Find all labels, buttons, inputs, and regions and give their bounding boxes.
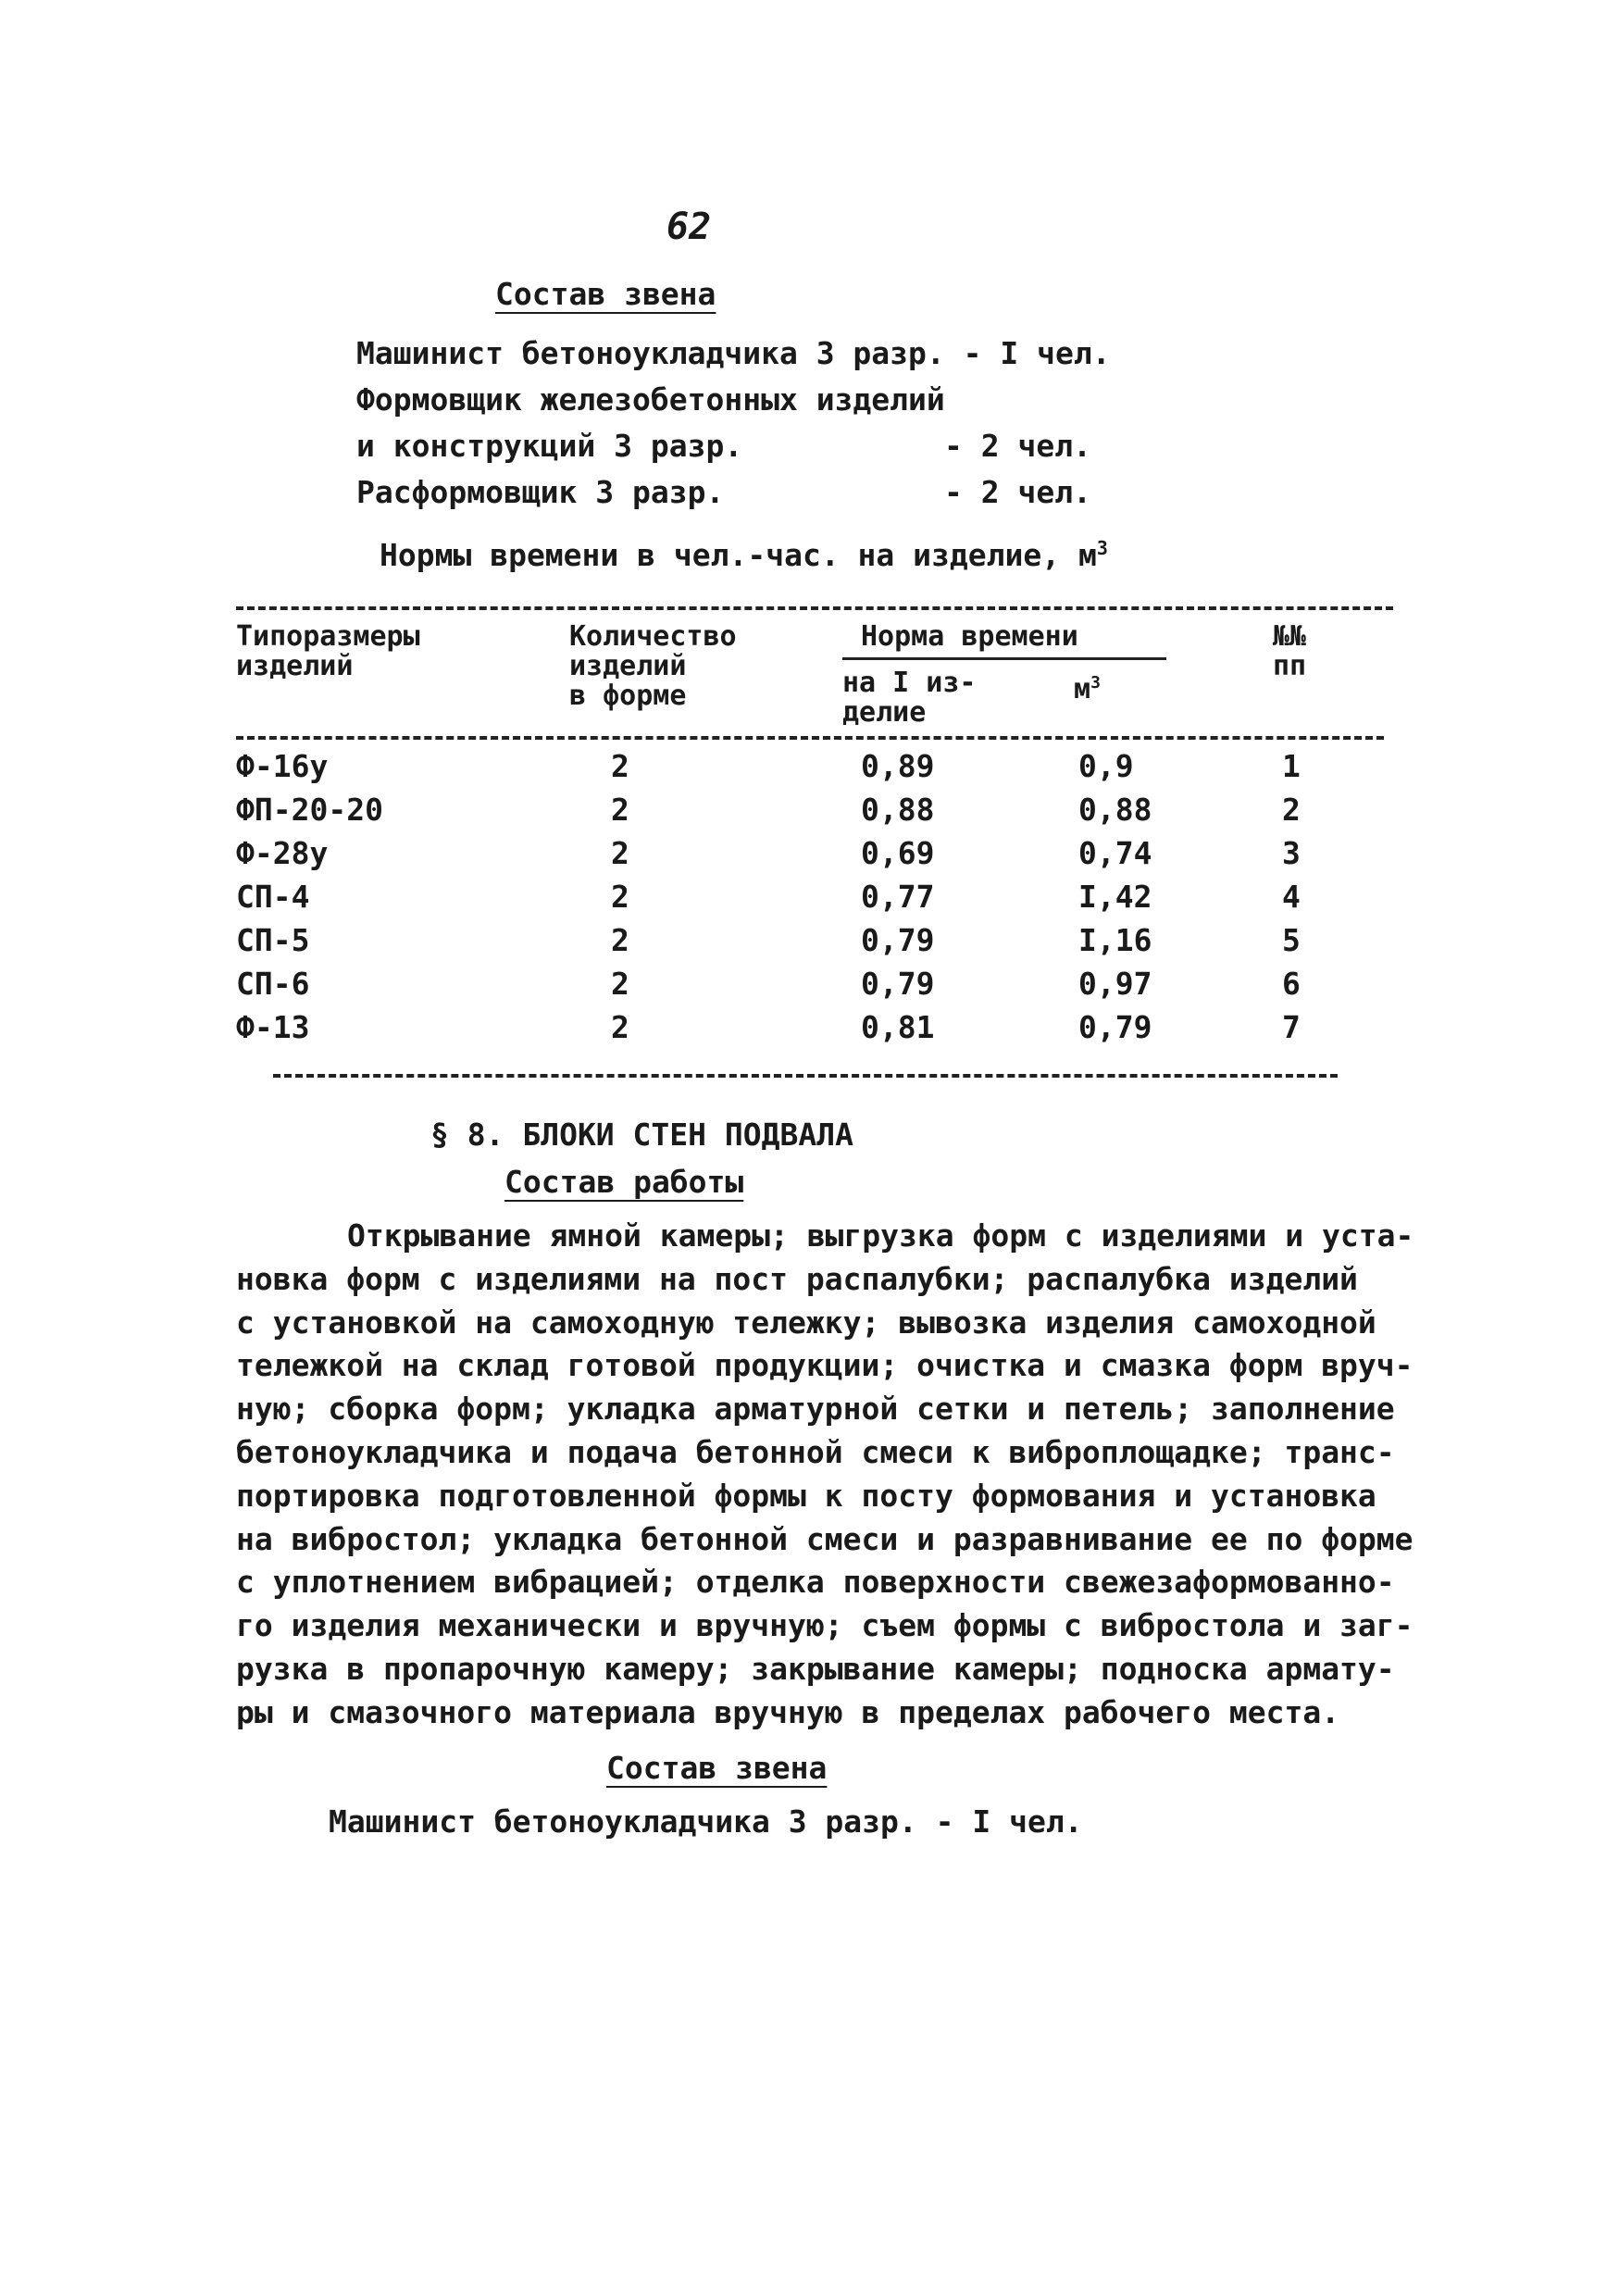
header-qty (569, 622, 737, 711)
works-line: бетоноукладчика и подача бетонной смеси к виброплощадке; транс- (236, 1433, 1395, 1470)
norms-caption-text: Нормы времени в чел.-час. на изделие, м (380, 537, 1097, 573)
cell-qty: 2 (611, 835, 629, 871)
cell-per-item: 0,79 (861, 922, 935, 958)
works-line: рузка в пропарочную камеру; закрывание камеры; подноска армату- (236, 1650, 1395, 1687)
cell-per-item: 0,81 (861, 1009, 935, 1045)
crew-composition-title-2: Состав звена (606, 1750, 828, 1786)
works-line: ры и смазочного материала вручную в пределах рабочего места. (236, 1693, 1340, 1730)
cell-type: СП-4 (236, 879, 310, 915)
header-num-line: №№ (1273, 620, 1307, 653)
works-composition-title: Состав работы (504, 1164, 744, 1200)
header-norm: Норма времени (861, 620, 1078, 653)
header-qty-line: Количество (569, 620, 737, 653)
cell-qty: 2 (611, 922, 629, 958)
works-paragraph (236, 1215, 1414, 1735)
works-line: с установкой на самоходную тележку; вывозка изделия самоходной (236, 1304, 1376, 1341)
cell-type: Ф-28у (236, 835, 329, 871)
table-header-rule (236, 736, 1384, 740)
crew-line: Машинист бетоноукладчика 3 разр. - I чел. (356, 335, 1111, 371)
cell-per-m3: 0,9 (1078, 748, 1134, 784)
crew-amount: - 2 чел. (944, 474, 1091, 510)
cell-qty: 2 (611, 879, 629, 915)
cell-per-item: 0,79 (861, 966, 935, 1002)
page-number: 62 (666, 206, 712, 248)
header-num (1273, 622, 1306, 681)
works-line: на вибростол; укладка бетонной смеси и разравнивание ее по форме (236, 1520, 1414, 1557)
header-per-m3-sup: 3 (1090, 673, 1101, 693)
works-line: го изделия механически и вручную; съем формы с вибростола и заг- (236, 1607, 1414, 1644)
cell-type: ФП-20-20 (236, 792, 383, 828)
cell-per-item: 0,69 (861, 835, 935, 871)
crew-amount: - 2 чел. (944, 428, 1091, 464)
cell-per-item: 0,77 (861, 879, 935, 915)
crew-line: Формовщик железобетонных изделий (356, 381, 945, 418)
cell-per-m3: 0,79 (1078, 1009, 1152, 1045)
header-qty-line: в форме (569, 680, 687, 712)
works-line: портировка подготовленной формы к посту формования и установка (236, 1477, 1376, 1514)
cell-num: 3 (1282, 835, 1301, 871)
cell-per-m3: 0,97 (1078, 966, 1152, 1002)
cell-per-m3: 0,74 (1078, 835, 1152, 871)
cell-qty: 2 (611, 748, 629, 784)
crew-line: Расформовщик 3 разр. (356, 474, 725, 510)
cell-num: 1 (1282, 748, 1301, 784)
cell-per-item: 0,89 (861, 748, 935, 784)
header-per-item-line: делие (842, 696, 927, 729)
header-norm-underline (842, 657, 1166, 660)
cell-type: СП-5 (236, 922, 310, 958)
table-bottom-rule (273, 1074, 1338, 1078)
cell-num: 5 (1282, 922, 1301, 958)
header-type-line: изделий (236, 650, 354, 682)
cell-per-m3: 0,88 (1078, 792, 1152, 828)
header-per-m3 (1074, 668, 1101, 705)
cell-type: СП-6 (236, 966, 310, 1002)
cell-num: 7 (1282, 1009, 1301, 1045)
cell-per-m3: I,42 (1078, 879, 1152, 915)
norms-caption-sup: 3 (1096, 537, 1108, 559)
header-per-item (842, 668, 977, 728)
crew-composition-title: Состав звена (495, 276, 716, 312)
crew-line: Машинист бетоноукладчика 3 разр. - I чел. (329, 1803, 1083, 1840)
table-top-rule (236, 606, 1393, 610)
cell-type: Ф-16у (236, 748, 329, 784)
header-type (236, 622, 420, 681)
cell-qty: 2 (611, 792, 629, 828)
header-qty-line: изделий (569, 650, 687, 682)
section-title: § 8. БЛОКИ СТЕН ПОДВАЛА (430, 1117, 853, 1153)
works-line: ную; сборка форм; укладка арматурной сетки и петель; заполнение (236, 1391, 1395, 1428)
cell-num: 6 (1282, 966, 1301, 1002)
header-per-item-line: на I из- (842, 667, 977, 699)
cell-per-item: 0,88 (861, 792, 935, 828)
cell-num: 2 (1282, 792, 1301, 828)
cell-qty: 2 (611, 966, 629, 1002)
works-line: тележкой на склад готовой продукции; очистка и смазка форм вруч- (236, 1347, 1414, 1384)
norms-caption (380, 537, 1108, 573)
header-num-line: пп (1273, 650, 1307, 682)
cell-qty: 2 (611, 1009, 629, 1045)
cell-type: Ф-13 (236, 1009, 310, 1045)
works-line: новка форм с изделиями на пост распалубки; распалубка изделий (236, 1260, 1358, 1297)
header-type-line: Типоразмеры (236, 620, 420, 653)
works-line: Открывание ямной камеры; выгрузка форм с изделиями и уста- (347, 1217, 1414, 1254)
cell-per-m3: I,16 (1078, 922, 1152, 958)
crew-line: и конструкций 3 разр. (356, 428, 743, 464)
works-line: с уплотнением вибрацией; отделка поверхности свежезаформованно- (236, 1564, 1395, 1601)
cell-num: 4 (1282, 879, 1301, 915)
header-per-m3-text: м (1074, 673, 1091, 705)
